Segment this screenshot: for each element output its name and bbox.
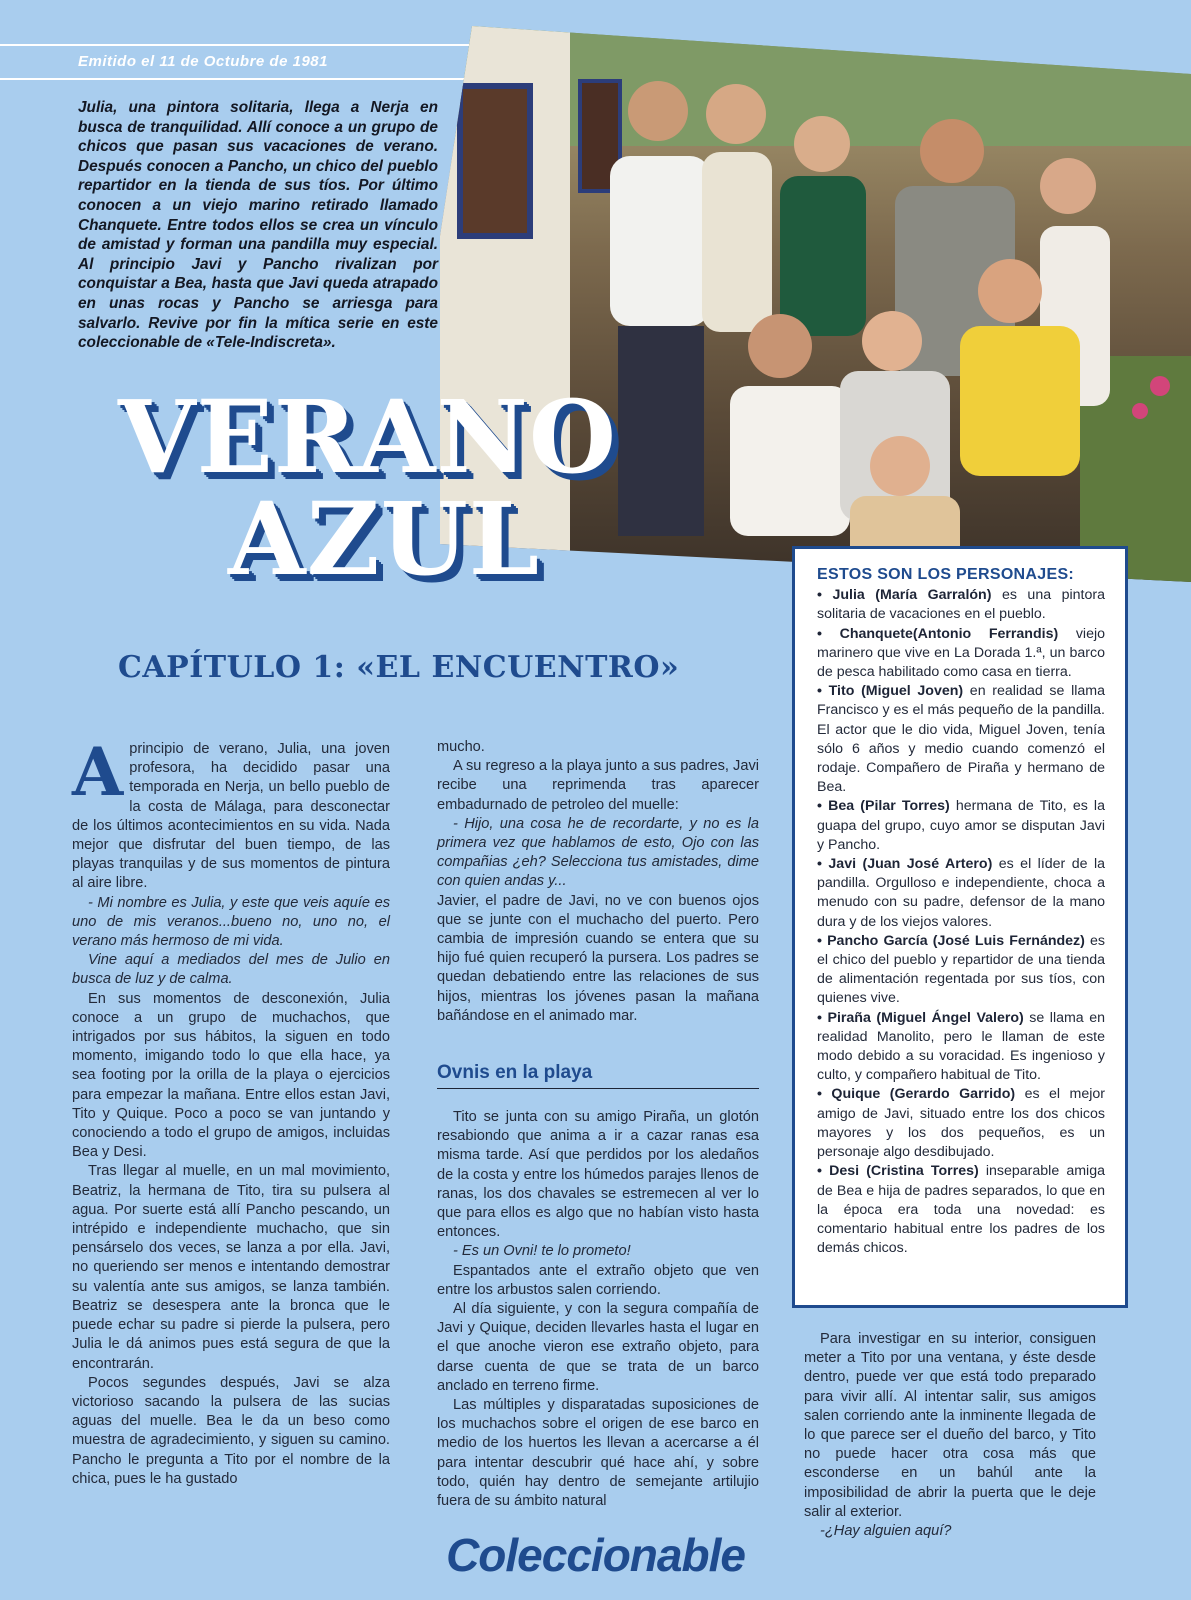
article-column-2-continued: [437, 1108, 759, 1511]
character-description: es el chico del pueblo y repartidor de una tienda de alimentación regentada por sus tíos, con quienes vive.: [817, 932, 1105, 1007]
flower: [1150, 376, 1170, 396]
character-description: inseparable amiga de Bea e hija de padres separados, lo que en la época era toda una novedad: es comentario habitual entre los padres de los demás chicos.: [817, 1163, 1105, 1257]
cast-photo-illustration: [440, 26, 1191, 582]
character-name: • Quique (Gerardo Garrido): [817, 1086, 1016, 1103]
characters-heading: ESTOS SON LOS PERSONAJES:: [817, 566, 1075, 583]
paragraph: mucho.: [437, 739, 485, 755]
character-entry: [817, 932, 1105, 1009]
character-name: • Julia (María Garralón): [817, 587, 992, 604]
paragraph: Las múltiples y disparatadas suposiciones de los muchachos sobre el origen de ese barco en medio de los huertos les llevan a acercarse a él para intentar descubrir qué hace ahí, y sobre todo, quién hay dentro de semejante artilujio fuera de su ámbito natural: [437, 1397, 759, 1510]
section-subheading: Ovnis en la playa: [437, 1062, 759, 1089]
paragraph: A su regreso a la playa junto a sus padres, Javi recibe una reprimenda tras aparecer embadurnado de petroleo del muelle:: [437, 758, 759, 813]
paragraph: Al día siguiente, y con la segura compañía de Javi y Quique, deciden llevarles hasta el lugar en el que anoche vieron ese extraño objeto, para darse cuenta de que se trata de un barco anclado en terreno firme.: [437, 1301, 759, 1394]
character-entry: [817, 1162, 1105, 1258]
characters-box: [792, 546, 1128, 1308]
character-name: • Javi (Juan José Artero): [817, 856, 993, 873]
character-entry: [817, 625, 1105, 683]
paragraph: Javier, el padre de Javi, no ve con buenos ojos que se junte con el muchacho del puerto. Pero cambia de impresión cuando se entera que su hijo fué quien recuperó la pursera. Los padres se quedan debatiendo entre las relaciones de sus hijos, mientras los jóvenes pasan la mañana bañándose en el animado mar.: [437, 892, 759, 1024]
article-column-2: [437, 738, 759, 1026]
top-rule: [0, 44, 470, 46]
group-of-people: [610, 81, 1110, 576]
synopsis: Julia, una pintora solitaria, llega a Nerja en busca de tranquilidad. Allí conoce a un grupo de chicos que pasan sus vacaciones de verano. Después conocen a Pancho, un chico del pueblo repartidor en la tienda de sus tíos. Por último conocen a un viejo marino retirado llamado Chanquete. Entre todos ellos se crea un vínculo de amistad y forman una pandilla muy especial. Al principio Javi y Pancho rivalizan por conquistar a Bea, hasta que Javi queda atrapado en unas rocas y Pancho se arriesga para salvarlo. Revive por fin la mítica serie en este coleccionable de «Tele-Indiscreta».: [78, 99, 438, 352]
top-rule: [0, 78, 470, 80]
dropcap: A: [72, 733, 124, 811]
character-name: • Piraña (Miguel Ángel Valero): [817, 1009, 1024, 1026]
paragraph: En sus momentos de desconexión, Julia conoce a un grupo de muchachos, que intrigados por sus hábitos, la siguen en todo momento, imigando todo lo que ella hace, ya sea footing por la orilla de la playa o ejercicios para empezar la mañana. Entre ellos estan Javi, Tito y Quique. Poco a poco se van juntando y conociendo a todo el grupo de amigos, incluidas Bea y Desi.: [72, 990, 390, 1161]
character-entry: [817, 855, 1105, 932]
character-entry: [817, 586, 1105, 624]
character-description: es una pintora solitaria de vacaciones en el pueblo.: [817, 587, 1105, 623]
article-column-1: [72, 733, 390, 1489]
character-description: en realidad se llama Francisco y es el más pequeño de la pandilla. El actor que le dio vida, Miguel Joven, tenía sólo 6 años y medio cuando comenzó el rodaje. Compañero de Piraña y hermano de Bea.: [817, 683, 1105, 796]
character-entry: [817, 797, 1105, 855]
character-entry: [817, 682, 1105, 797]
character-name: • Desi (Cristina Torres): [817, 1163, 979, 1180]
character-entry: [817, 1009, 1105, 1086]
character-name: • Pancho García (José Luis Fernández): [817, 932, 1085, 949]
character-name: • Chanquete(Antonio Ferrandis): [817, 625, 1059, 642]
paragraph: - Hijo, una cosa he de recordarte, y no es la primera vez que hablamos de esto, Ojo con las compañias ¿eh? Selecciona tus amistades, dime con quien andas y...: [437, 815, 759, 890]
character-description: es el líder de la pandilla. Orgulloso e independiente, choca a menudo con su padre, defensor de la mano dura y de los viejos valores.: [817, 856, 1105, 930]
paragraph: - Mi nombre es Julia, y este que veis aquíe es uno de mis veranos...bueno no, uno no, el verano más hermoso de mi vida.: [72, 894, 390, 950]
paragraph: Tras llegar al muelle, en un mal movimiento, Beatriz, la hermana de Tito, tira su pulsera al agua. Por suerte está allí Pancho pescando, un intrépido e independiente muchacho, que sin pensárselo dos veces, se lanza a por ella. Javi, no queriendo ser menos e intentando demostrar su valentía ante sus amigos, se lanza también. Beatriz se desespera ante la bronca que le puede echar su padre si pierde la pulsera, pero Julia le dá animos pues está segura de que la encontrarán.: [72, 1163, 390, 1372]
footer-label: Coleccionable: [446, 1529, 745, 1581]
character-description: se llama en realidad Manolito, pero le llaman de este modo debido a su voracidad. Es ingenioso y culto, y compañero habitual de Tito.: [817, 1009, 1105, 1084]
paragraph: Pocos segundes después, Javi se alza victorioso sacando la pulsera de las sucias aguas del muelle. Bea le da un beso como muestra de agradecimiento, y siguen su camino. Pancho le pregunta a Tito por el nombre de la chica, pues le ha gustado: [72, 1374, 390, 1487]
house-window: [460, 86, 530, 236]
flower: [1132, 403, 1148, 419]
character-name: • Tito (Miguel Joven): [817, 683, 964, 700]
title-line-2: AZUL: [228, 480, 541, 598]
paragraph: principio de verano, Julia, una joven profesora, ha decidido pasar una temporada en Nerja, un bello pueblo de la costa de Málaga, para desconectar de los últimos acontecimientos en su vida. Nada mejor que disfrutar del buen tiempo, de las playas tranquilas y de sus momentos de pintura al aire libre.: [72, 741, 390, 892]
character-description: es el mejor amigo de Javi, situado entre los dos chicos mayores y los dos pequeños, es un personaje algo desdibujado.: [817, 1086, 1105, 1161]
cast-photo: [440, 26, 1191, 582]
character-description: viejo marinero que vive en La Dorada 1.ª, un barco de pesca habilitado como casa en tierra.: [817, 625, 1106, 681]
chapter-title: CAPÍTULO 1: «EL ENCUENTRO»: [118, 650, 680, 685]
character-entry: [817, 1085, 1105, 1162]
title-line-1: VERANO: [118, 378, 618, 496]
paragraph: Vine aquí a mediados del mes de Julio en busca de luz y de calma.: [72, 952, 390, 988]
broadcast-date: Emitido el 11 de Octubre de 1981: [78, 53, 328, 70]
paragraph: Para investigar en su interior, consiguen meter a Tito por una ventana, y éste desde dentro, puede ver que está todo preparado para vivir allí. Al intentar salir, sus amigos salen corriendo ante la inminente llegada de lo que parece ser el dueño del barco, y Tito no puede hacer otra cosa más que esconderse en un bahúl ante la imposibilidad de abrir la puerta que le deje salir al exterior.: [804, 1331, 1096, 1520]
character-name: • Bea (Pilar Torres): [817, 798, 950, 815]
character-description: hermana de Tito, es la guapa del grupo, cuyo amor se disputan Javi y Pancho.: [817, 798, 1105, 853]
article-column-3: [804, 1330, 1096, 1541]
paragraph: Tito se junta con su amigo Piraña, un glotón resabiondo que anima a ir a cazar ranas esa misma tarde. Así que perdidos por los aledaños de la costa y entre los húmedos parajes llenos de ranas, los dos chavales se estremecen al ver lo que para ellos es algo que no habían visto hasta entonces.: [437, 1109, 759, 1241]
paragraph: - Es un Ovni! te lo prometo!: [453, 1243, 631, 1260]
paragraph: -¿Hay alguien aquí?: [820, 1523, 952, 1540]
paragraph: Espantados ante el extraño objeto que ven entre los arbustos salen corriendo.: [437, 1262, 759, 1298]
